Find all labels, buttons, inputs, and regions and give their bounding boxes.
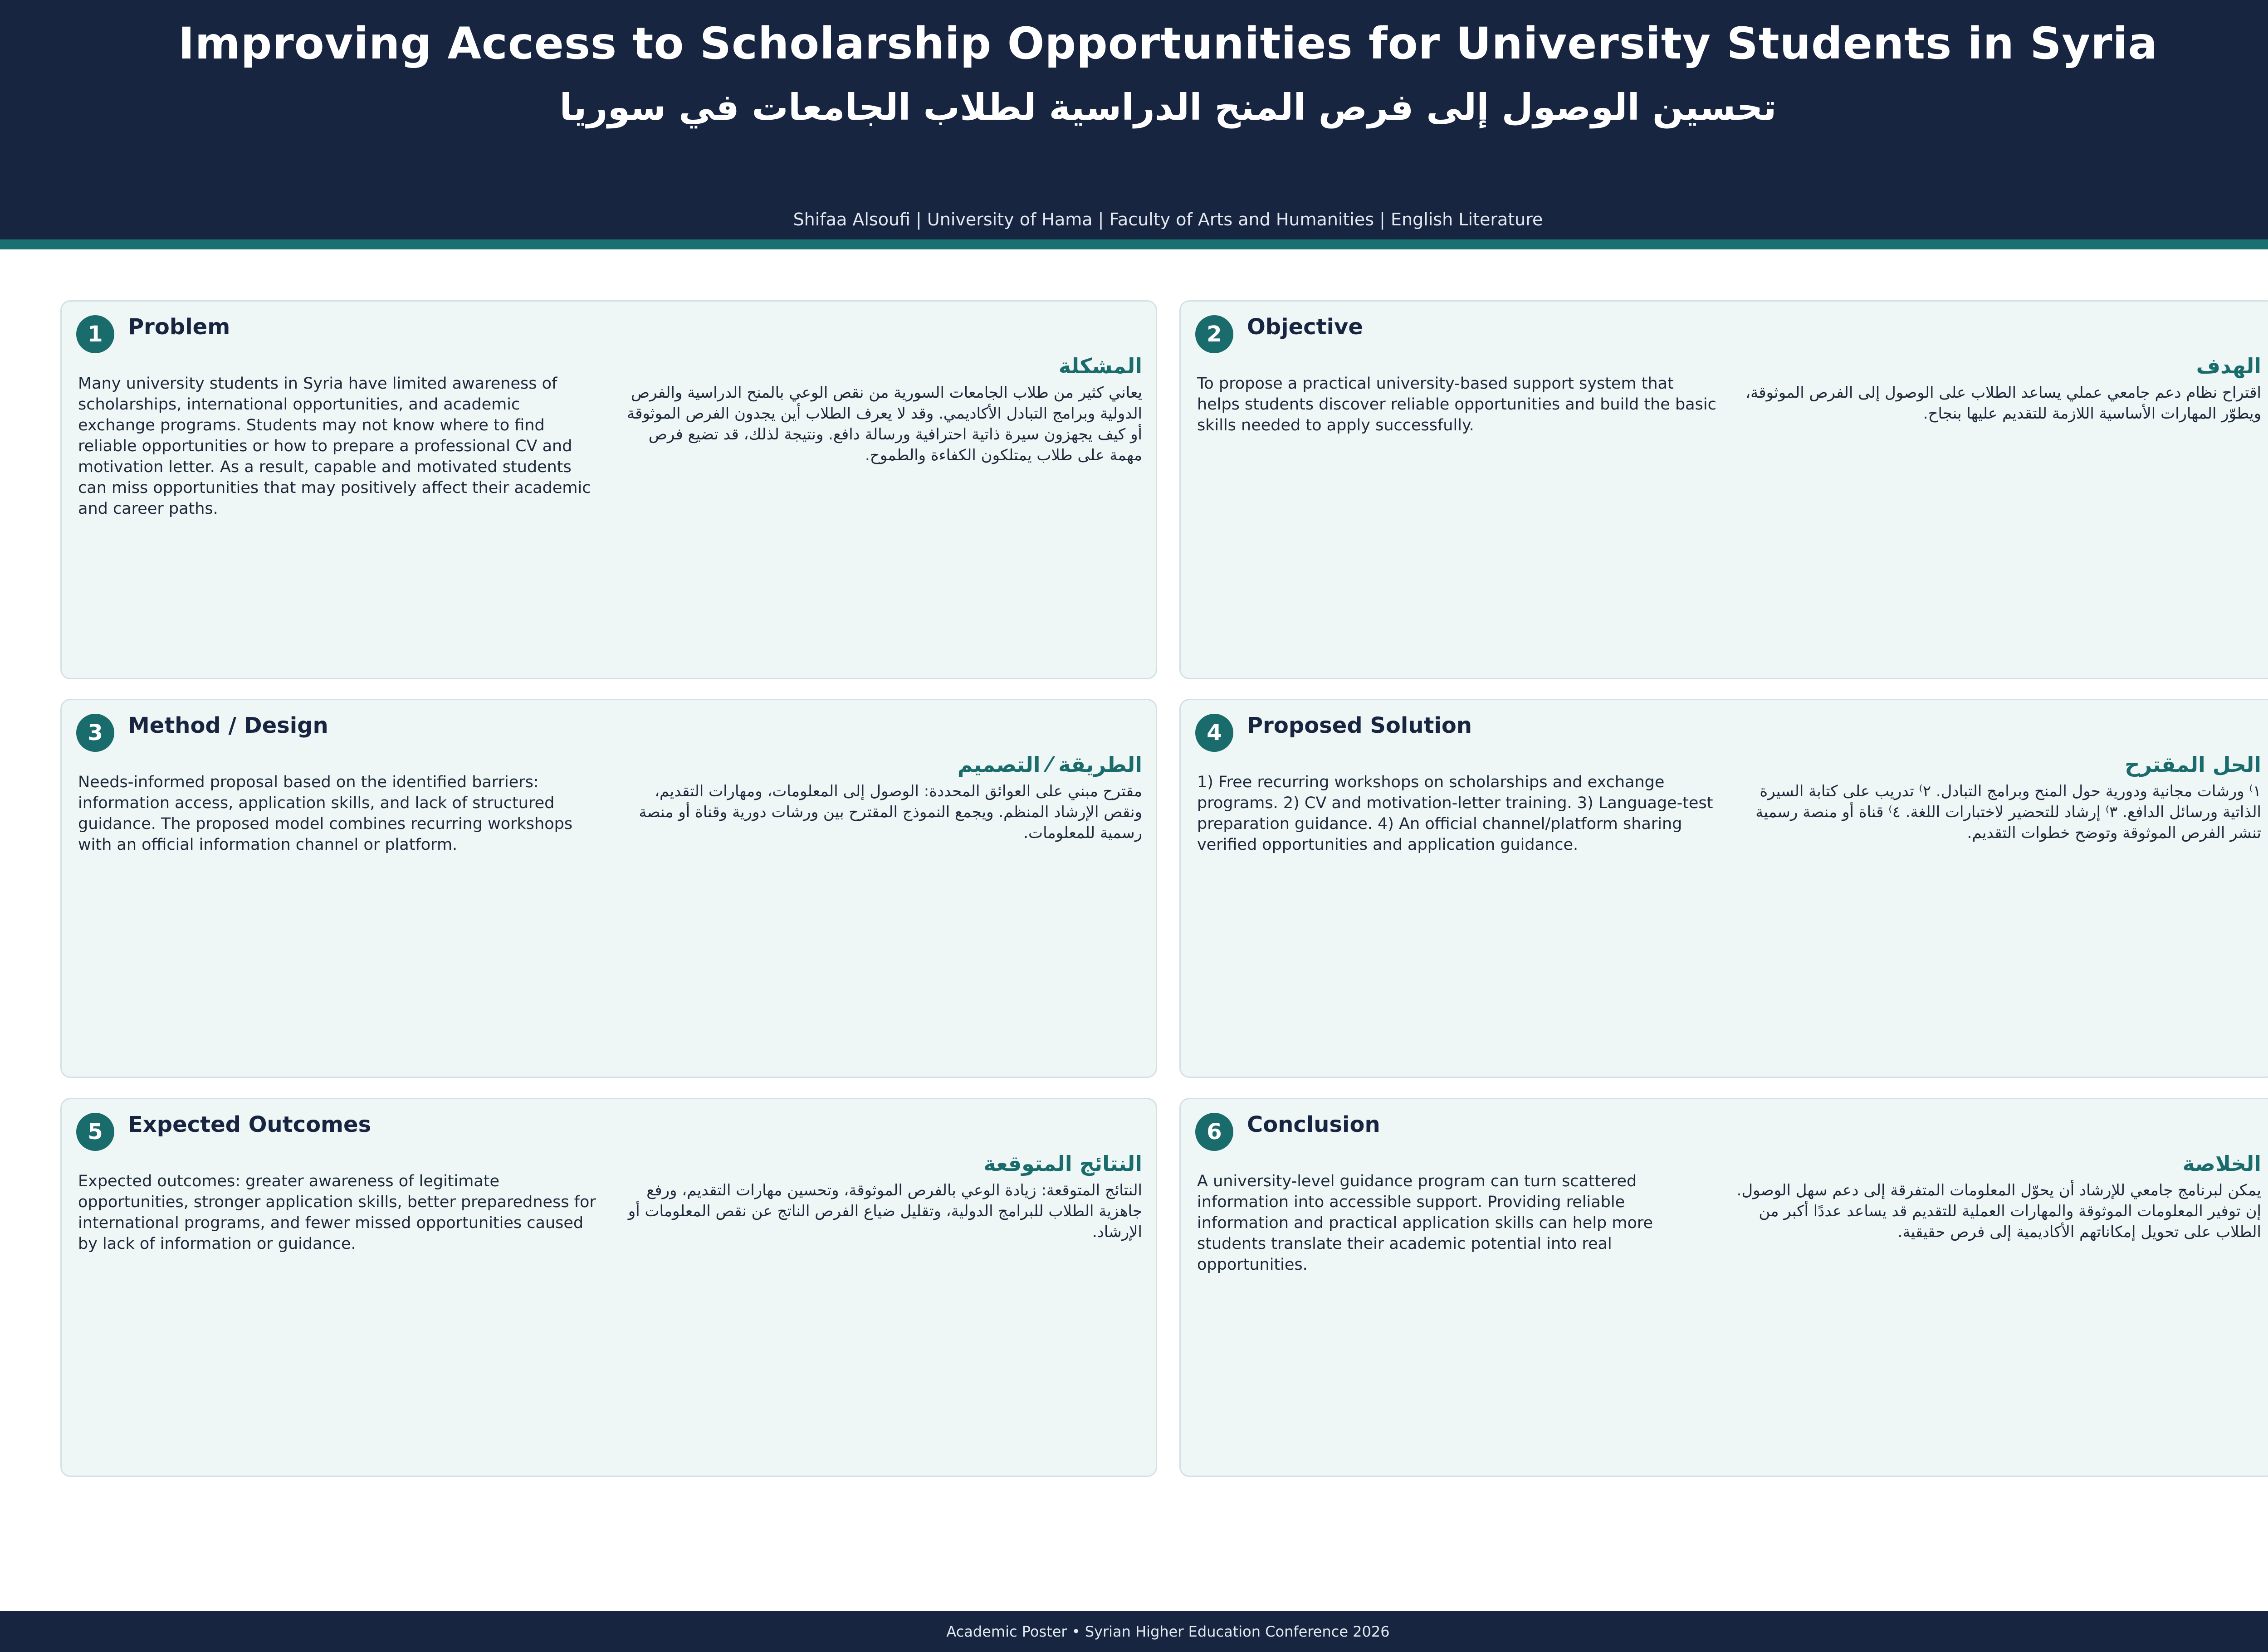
section-number-badge: 1	[76, 315, 114, 353]
section-number-badge: 3	[76, 714, 114, 752]
section-arabic-column	[1735, 750, 2261, 843]
section-title-arabic: النتائج المتوقعة	[983, 1151, 1142, 1176]
section-title: Expected Outcomes	[128, 1112, 371, 1137]
section-number-badge: 4	[1195, 714, 1233, 752]
section-card-proposed-solution	[1179, 699, 2268, 1078]
poster-footer: Academic Poster • Syrian Higher Education Conference 2026	[0, 1611, 2268, 1652]
section-body-english: To propose a practical university-based support system that helps students discover reliable opportunities and build the basic skills needed to apply successfully.	[1197, 375, 1716, 434]
section-number-badge: 5	[76, 1113, 114, 1151]
poster-header	[0, 0, 2268, 249]
section-title: Proposed Solution	[1247, 713, 1472, 738]
section-number-badge: 6	[1195, 1113, 1233, 1151]
section-title-arabic: الخلاصة	[2182, 1151, 2261, 1176]
section-title: Problem	[128, 314, 230, 340]
author-affiliation-line: Shifaa Alsoufi | University of Hama | Faculty of Arts and Humanities | English Literature	[793, 210, 1543, 229]
section-body-arabic: ١⁾ ورشات مجانية ودورية حول المنح وبرامج التبادل. ٢⁾ تدريب على كتابة السيرة الذاتية ورسائل الدافع. ٣⁾ إرشاد للتحضير لاختبارات اللغة. ٤⁾ قناة أو منصة رسمية تنشر الفرص الموثوقة وتوضح خطوات التقديم.	[1755, 782, 2261, 842]
section-card-conclusion	[1179, 1098, 2268, 1477]
section-title: Objective	[1247, 314, 1363, 340]
section-title: Conclusion	[1247, 1112, 1380, 1137]
section-title-arabic: الهدف	[2196, 354, 2261, 378]
section-card-objective	[1179, 300, 2268, 679]
section-title: Method / Design	[128, 713, 328, 738]
section-body-arabic: يعاني كثير من طلاب الجامعات السورية من نقص الوعي بالمنح الدراسية والفرص الدولية وبرامج التبادل الأكاديمي. وقد لا يعرف الطلاب أين يجدون الفرص الموثوقة أو كيف يجهزون سيرة ذاتية احترافية ورسالة دافع. ونتيجة لذلك، قد تضيع فرص مهمة على طلاب يمتلكون الكفاءة والطموح.	[627, 384, 1142, 464]
section-arabic-column	[616, 1149, 1142, 1243]
section-arabic-column	[1735, 351, 2261, 424]
section-arabic-column	[1735, 1149, 2261, 1243]
section-body-english: A university-level guidance program can turn scattered information into accessible support. Providing reliable information and practical application skills can help more students translate their academic potential into real opportunities.	[1197, 1172, 1653, 1274]
section-title-arabic: الطريقة ⁄ التصميم	[957, 752, 1142, 777]
section-card-expected-outcomes	[60, 1098, 1157, 1477]
section-arabic-column	[616, 750, 1142, 843]
section-title-arabic: الحل المقترح	[2125, 752, 2261, 777]
section-card-method-design	[60, 699, 1157, 1078]
section-title-arabic: المشكلة	[1058, 354, 1142, 378]
section-body-english: Needs-informed proposal based on the identified barriers: information access, application skills, and lack of structured guidance. The proposed model combines recurring workshops with an official information channel or platform.	[78, 773, 573, 854]
section-body-english: 1) Free recurring workshops on scholarships and exchange programs. 2) CV and motivation-letter training. 3) Language-test preparation guidance. 4) An official channel/platform sharing verified opportunities and application guidance.	[1197, 773, 1713, 854]
section-arabic-column	[616, 351, 1142, 466]
section-body-english: Expected outcomes: greater awareness of legitimate opportunities, stronger application skills, better preparedness for international programs, and fewer missed opportunities caused by lack of information or guidance.	[78, 1172, 596, 1253]
poster-title-arabic: تحسين الوصول إلى فرص المنح الدراسية لطلاب الجامعات في سوريا	[559, 86, 1777, 128]
section-card-problem	[60, 300, 1157, 679]
section-body-arabic: النتائج المتوقعة: زيادة الوعي بالفرص الموثوقة، وتحسين مهارات التقديم، ورفع جاهزية الطلاب للبرامج الدولية، وتقليل ضياع الفرص الناتج عن نقص المعلومات أو الإرشاد.	[628, 1181, 1142, 1241]
section-body-english: Many university students in Syria have limited awareness of scholarships, international opportunities, and academic exchange programs. Students may not know where to find reliable opportunities or how to prepare a professional CV and motivation letter. As a result, capable and motivated students can miss opportunities that may positively affect their academic and career paths.	[78, 375, 591, 518]
section-body-arabic: مقترح مبني على العوائق المحددة: الوصول إلى المعلومات، ومهارات التقديم، ونقص الإرشاد المنظم. ويجمع النموذج المقترح بين ورشات دورية وقناة أو منصة رسمية للمعلومات.	[639, 782, 1142, 842]
section-body-arabic: اقتراح نظام دعم جامعي عملي يساعد الطلاب على الوصول إلى الفرص الموثوقة، ويطوّر المهارات الأساسية اللازمة للتقديم عليها بنجاح.	[1745, 384, 2261, 423]
section-number-badge: 2	[1195, 315, 1233, 353]
section-body-arabic: يمكن لبرنامج جامعي للإرشاد أن يحوّل المعلومات المتفرقة إلى دعم سهل الوصول. إن توفير المعلومات الموثوقة والمهارات العملية للتقديم قد يساعد عددًا أكبر من الطلاب على تحويل إمكاناتهم الأكاديمية إلى فرص حقيقية.	[1736, 1181, 2261, 1241]
poster-title-english: Improving Access to Scholarship Opportunities for University Students in Syria	[178, 18, 2158, 69]
